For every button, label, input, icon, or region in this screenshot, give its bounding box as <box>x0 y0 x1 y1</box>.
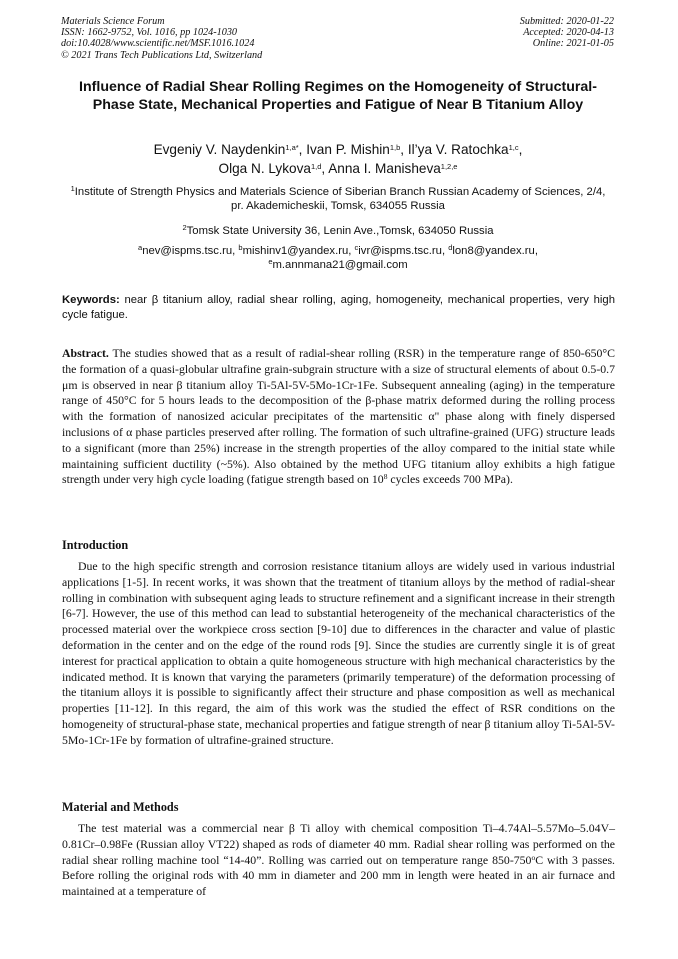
author-sup: 1,a* <box>285 143 299 152</box>
author-name: Ivan P. Mishin <box>306 142 390 157</box>
author-sup: 1,b <box>389 143 401 152</box>
author-list <box>60 141 616 178</box>
abstract-label: Abstract. <box>62 346 109 360</box>
methods-heading: Material and Methods <box>62 800 179 814</box>
paper-title: Influence of Radial Shear Rolling Regimes on the Homogeneity of Structural-Phase State, Mechanical Properties and Fatigue of Near B Titanium Alloy <box>79 79 597 113</box>
keywords <box>62 293 615 322</box>
email-sup: a <box>138 243 143 252</box>
author-sup: 1,d <box>310 161 322 171</box>
methods-paragraph <box>62 821 615 900</box>
submitted-date: Submitted: 2020-01-22 <box>519 16 614 27</box>
affiliation-sup: 1 <box>70 184 75 193</box>
author-name: Evgeniy V. Naydenkin <box>153 142 286 157</box>
affiliation-1 <box>70 185 606 213</box>
abstract-exponent: 8 <box>383 472 388 482</box>
journal-info <box>61 16 262 61</box>
author-sup: 1,c <box>508 143 519 152</box>
issn-line: ISSN: 1662-9752, Vol. 1016, pp 1024-1030 <box>61 27 238 39</box>
journal-name: Materials Science Forum <box>61 16 165 27</box>
email-link[interactable]: nev@ispms.tsc.ru <box>142 245 233 257</box>
author-name: Olga N. Lykova <box>218 160 311 176</box>
author-name: Il’ya V. Ratochka <box>407 142 509 157</box>
email-sup: c <box>354 243 359 252</box>
accepted-date: Accepted: 2020-04-13 <box>523 27 614 39</box>
email-sup: b <box>238 243 243 252</box>
methods-text-end: C with 3 passes. Before rolling the original rods with 40 mm in diameter and 200 mm in length were heated in an air furnace and maintained at a temperature of <box>62 852 615 899</box>
submission-dates <box>520 16 614 50</box>
affiliation-text: Institute of Strength Physics and Materials Science of Siberian Branch Russian Academy of Sciences, 2/4, pr. Akademicheskii, Tomsk, 634055 Russia <box>74 186 606 213</box>
keywords-label: Keywords: <box>62 294 120 306</box>
methods-text: The test material was a commercial near β Ti alloy with chemical composition Ti–4.74Al–5.57Mo–5.04V–0.81Cr–0.98Fe (Russian alloy VT22) shaped as rods of diameter 40 mm. Radial shear rolling was performed on the radial shear rolling machine tool “14-40”. Rolling was carried out on temperature range 850-750 <box>62 821 615 867</box>
author-sup: 1,2,e <box>440 161 458 171</box>
degree-sup: o <box>531 852 536 862</box>
doi-line: doi:10.4028/www.scientific.net/MSF.1016.1024 <box>61 38 255 50</box>
email-link[interactable]: ivr@ispms.tsc.ru <box>358 245 442 257</box>
affiliation-2 <box>70 224 606 238</box>
keywords-text: near β titanium alloy, radial shear rolling, aging, homogeneity, mechanical properties, very high cycle fatigue. <box>62 294 615 321</box>
copyright-line: © 2021 Trans Tech Publications Ltd, Switzerland <box>61 49 263 61</box>
abstract-text-end: cycles exceeds 700 MPa). <box>387 472 513 487</box>
author-name: Anna I. Manisheva <box>328 160 441 176</box>
email-link[interactable]: m.annmana21@gmail.com <box>272 259 408 272</box>
online-date: Online: 2021-01-05 <box>532 38 614 50</box>
affiliation-text: Tomsk State University 36, Lenin Ave.,Tomsk, 634050 Russia <box>186 225 494 237</box>
email-list: $^a$nev@ispms.tsc.ru, $^b$mishinv1@yandex.ru, $^c$ivr@ispms.tsc.ru, $^d$lon8@yandex.ru, $^e$m.annmana21@gmail.com <box>138 243 538 272</box>
introduction-heading: Introduction <box>62 538 129 552</box>
author-separator: , <box>321 160 329 176</box>
email-link[interactable]: mishinv1@yandex.ru <box>242 245 349 257</box>
author-separator: , <box>400 142 408 157</box>
author-separator: , <box>518 142 523 157</box>
introduction-paragraph: Due to the high specific strength and corrosion resistance titanium alloys are widely used in various industrial applications [1-5]. In recent works, it was shown that the treatment of titanium alloys by the method of radial-shear rolling in combination with subsequent aging leads to structure refinement and a significant increase in their strength [6-7]. However, the use of this method can lead to substantial heterogeneity of the mechanical characteristics of the processed material over the workpiece cross section [9-10] due to differences in the character and value of plastic deformation in the center and on the edge of the round rods [9]. Since the studies are currently single it is of great interest for practical application to obtain a quite homogeneous structure with high mechanical characteristics by the indicated method. It is known that varying the parameters (primarily temperature) of the deformation processing of the titanium alloys it is possible to significantly affect their structure and phase composition as well as mechanical properties [11-12]. In this regard, the aim of this work was the studied the effect of RSR conditions on the homogeneity of structural-phase state, mechanical properties and fatigue strength of near β titanium alloy Ti-5Al-5V-5Mo-1Cr-1Fe by formation of ultrafine-grained structure. <box>62 559 615 747</box>
email-sup: e <box>268 257 273 267</box>
abstract-text: The studies showed that as a result of radial-shear rolling (RSR) in the temperature range of 850-650°C the formation of a quasi-globular ultrafine grain-subgrain structure with a size of structural elements of about 0.5-0.7 μm is observed in near β titanium alloy Ti-5Al-5V-5Mo-1Cr-1Fe. Subsequent annealing (aging) in the temperature range of 450°C for 5 hours leads to the decomposition of the β-phase matrix deformed during the rolling process with the formation of nanosized acicular precipitates of the martensitic α" phase along with finely dispersed inclusions of α phase particles preserved after rolling. The formation of such ultrafine-grained (UFG) structure leads to a significant (more than 25%) increase in the strength properties of the alloy compared to the initial state while maintaining sufficient ductility (~5%). Also obtained by the method UFG titanium alloy exhibits a high fatigue strength under very high cycle loading (fatigue strength based on 10 <box>62 346 615 487</box>
author-separator: , <box>298 142 307 157</box>
abstract <box>62 346 615 488</box>
email-sup: d <box>448 243 453 252</box>
affiliation-sup: 2 <box>182 223 187 232</box>
email-link[interactable]: lon8@yandex.ru <box>452 245 535 257</box>
